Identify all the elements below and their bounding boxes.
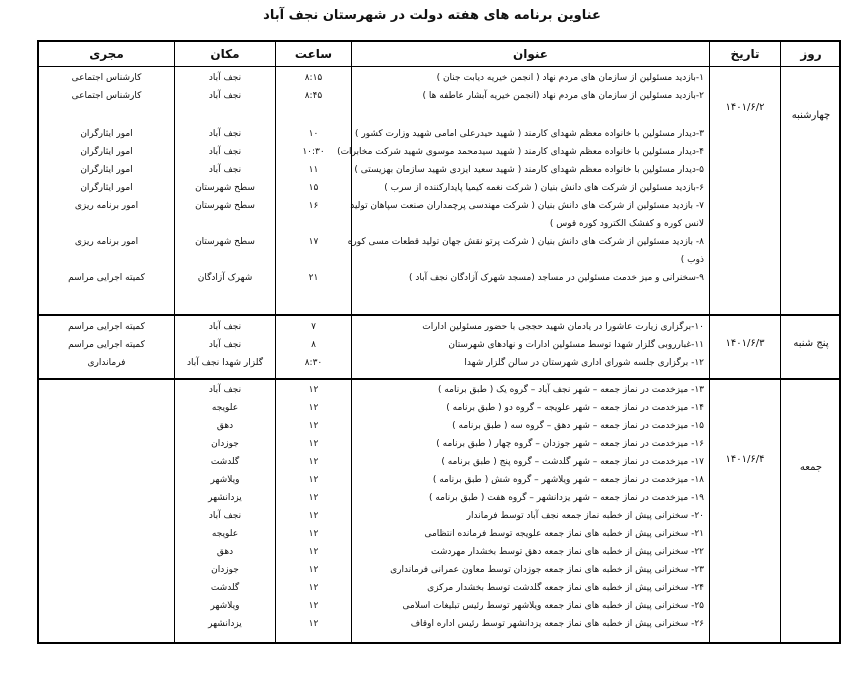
row-time: ۸:۳۰	[304, 358, 323, 368]
row-place: نجف آباد	[208, 511, 242, 521]
row-time: ۱۰	[308, 129, 319, 139]
group-divider	[39, 314, 839, 316]
date-label: ۱۴۰۱/۶/۲	[725, 102, 765, 113]
row-executor: امور ایثارگران	[80, 129, 133, 139]
row-subject: ۲۱- سخنرانی پیش از خطبه های نماز جمعه علویجه توسط فرمانده انتظامی	[424, 529, 704, 539]
row-time: ۱۲	[308, 601, 319, 611]
row-subject: ۱۵- میزخدمت در نماز جمعه – شهر دهق – گروه سه ( طبق برنامه )	[452, 421, 704, 431]
row-place: سطح شهرستان	[195, 237, 255, 247]
row-place: علویجه	[211, 403, 239, 413]
row-subject: لانس کوره و کفشک الکترود کوره قوس )	[549, 219, 704, 229]
row-place: ویلاشهر	[210, 475, 240, 485]
header-time: ساعت	[294, 47, 333, 61]
row-place: نجف آباد	[208, 91, 242, 101]
row-place: سطح شهرستان	[195, 201, 255, 211]
row-subject: ۲۴- سخنرانی پیش از خطبه های نماز جمعه گلدشت توسط بخشدار مرکزی	[427, 583, 704, 593]
row-subject: ۴-دیدار مسئولین با خانواده معظم شهدای کارمند ( شهید سیدمحمد موسوی شهید شرکت مخابرات)	[337, 147, 704, 157]
row-place: سطح شهرستان	[195, 183, 255, 193]
row-time: ۱۰:۳۰	[302, 147, 325, 157]
row-place: یزدانشهر	[208, 619, 242, 629]
row-time: ۱۲	[308, 439, 319, 449]
row-time: ۱۲	[308, 547, 319, 557]
row-place: دهق	[216, 547, 234, 557]
row-subject: ۱۷- میزخدمت در نماز جمعه – شهر گلدشت – گروه پنج ( طبق برنامه )	[441, 457, 704, 467]
row-executor: امور برنامه ریزی	[74, 201, 139, 211]
row-subject: ۷- بازدید مسئولین از شرکت های دانش بنیان ( شرکت مهندسی پرچمداران صنعت سپاهان تولید	[350, 201, 704, 211]
row-executor: کمیته اجرایی مراسم	[68, 273, 145, 283]
row-subject: ۱۱-غبارروبی گلزار شهدا توسط مسئولین ادارات و نهادهای شهرستان	[448, 340, 704, 350]
row-executor: امور برنامه ریزی	[74, 237, 139, 247]
row-time: ۱۲	[308, 403, 319, 413]
group-divider	[39, 378, 839, 380]
header-day: روز	[800, 47, 822, 61]
row-time: ۱۵	[308, 183, 319, 193]
row-place: جوزدان	[211, 565, 239, 575]
row-subject: ۲۶- سخنرانی پیش از خطبه های نماز جمعه یزدانشهر توسط رئیس اداره اوقاف	[410, 619, 704, 629]
row-place: نجف آباد	[208, 385, 242, 395]
row-time: ۱۲	[308, 583, 319, 593]
row-subject: ۲۳- سخنرانی پیش از خطبه های نماز جمعه جوزدان توسط معاون عمرانی فرمانداری	[390, 565, 704, 575]
date-label: ۱۴۰۱/۶/۳	[725, 338, 765, 349]
row-subject: ۱۸- میزخدمت در نماز جمعه – شهر ویلاشهر – گروه شش ( طبق برنامه )	[432, 475, 704, 485]
day-label: چهارشنبه	[791, 110, 831, 121]
header-executor: مجری	[89, 47, 124, 61]
row-subject: ۲۰- سخنرانی پیش از خطبه نماز جمعه نجف آباد توسط فرماندار	[466, 511, 704, 521]
row-place: گلزار شهدا نجف آباد	[187, 358, 263, 368]
row-time: ۱۷	[308, 237, 319, 247]
row-place: نجف آباد	[208, 73, 242, 83]
row-time: ۱۶	[308, 201, 319, 211]
row-subject: ۹-سخنرانی و میز خدمت مسئولین در مساجد (مسجد شهرک آزادگان نجف آباد )	[408, 273, 704, 283]
row-place: دهق	[216, 421, 234, 431]
row-time: ۱۱	[308, 165, 319, 175]
row-time: ۱۲	[308, 493, 319, 503]
row-subject: ۱۰-برگزاری زیارت عاشورا در یادمان شهید حججی با حضور مسئولین ادارات	[422, 322, 704, 332]
row-subject: ۱۳- میزخدمت در نماز جمعه – شهر نجف آباد – گروه یک ( طبق برنامه )	[437, 385, 704, 395]
row-place: شهرک آزادگان	[197, 273, 253, 283]
row-time: ۱۲	[308, 529, 319, 539]
row-time: ۱۲	[308, 565, 319, 575]
row-time: ۸	[311, 340, 316, 350]
row-place: ویلاشهر	[210, 601, 240, 611]
row-subject: ۳-دیدار مسئولین با خانواده معظم شهدای کارمند ( شهید حیدرعلی امامی شهید وزارت کشور )	[355, 129, 704, 139]
row-time: ۸:۴۵	[304, 91, 323, 101]
row-place: نجف آباد	[208, 129, 242, 139]
header-date: تاریخ	[730, 47, 760, 61]
page-title: عناوین برنامه های هفته دولت در شهرستان نجف آباد	[263, 8, 601, 23]
row-executor: امور ایثارگران	[80, 147, 133, 157]
header-subject: عنوان	[513, 47, 548, 61]
row-subject: ۱۲- برگزاری جلسه شورای اداری شهرستان در سالن گلزار شهدا	[464, 358, 704, 368]
row-executor: امور ایثارگران	[80, 183, 133, 193]
row-subject: ۲-بازدید مسئولین از سازمان های مردم نهاد (انجمن خیریه آبشار عاطفه ها )	[422, 91, 704, 101]
row-executor: کارشناس اجتماعی	[71, 73, 142, 83]
row-time: ۱۲	[308, 511, 319, 521]
row-subject: ۱-بازدید مسئولین از سازمان های مردم نهاد ( انجمن خیریه دیابت جنان )	[436, 73, 704, 83]
row-subject: ۶-بازدید مسئولین از شرکت های دانش بنیان ( شرکت نغمه کیمیا پایدارکننده از سرب )	[384, 183, 704, 193]
row-time: ۱۲	[308, 619, 319, 629]
schedule-table	[37, 40, 841, 644]
row-place: نجف آباد	[208, 147, 242, 157]
row-subject: ۵-دیدار مسئولین با خانواده معظم شهدای کارمند ( شهید سعید ایزدی شهید سازمان بهزیستی )	[354, 165, 704, 175]
row-executor: امور ایثارگران	[80, 165, 133, 175]
day-label: پنج شنبه	[793, 338, 829, 349]
date-label: ۱۴۰۱/۶/۴	[725, 454, 765, 465]
header-divider	[39, 66, 839, 67]
row-place: گلدشت	[210, 583, 240, 593]
row-time: ۱۲	[308, 385, 319, 395]
row-time: ۸:۱۵	[304, 73, 323, 83]
row-subject: ذوب )	[680, 255, 704, 265]
row-executor: کارشناس اجتماعی	[71, 91, 142, 101]
row-subject: ۱۹- میزخدمت در نماز جمعه – شهر یزدانشهر – گروه هفت ( طبق برنامه )	[428, 493, 704, 503]
row-subject: ۱۴- میزخدمت در نماز جمعه – شهر علویجه – گروه دو ( طبق برنامه )	[446, 403, 704, 413]
header-place: مکان	[210, 47, 240, 61]
row-subject: ۱۶- میزخدمت در نماز جمعه – شهر جوزدان – گروه چهار ( طبق برنامه )	[436, 439, 704, 449]
row-place: گلدشت	[210, 457, 240, 467]
row-executor: کمیته اجرایی مراسم	[68, 322, 145, 332]
row-subject: ۲۲- سخنرانی پیش از خطبه های نماز جمعه دهق توسط بخشدار مهردشت	[431, 547, 704, 557]
row-place: نجف آباد	[208, 165, 242, 175]
day-label: جمعه	[799, 462, 823, 473]
row-place: علویجه	[211, 529, 239, 539]
row-time: ۷	[311, 322, 316, 332]
row-time: ۱۲	[308, 475, 319, 485]
row-executor: کمیته اجرایی مراسم	[68, 340, 145, 350]
row-executor: فرمانداری	[87, 358, 126, 368]
row-place: نجف آباد	[208, 322, 242, 332]
row-place: جوزدان	[211, 439, 239, 449]
row-subject: ۸- بازدید مسئولین از شرکت های دانش بنیان ( شرکت پرتو نقش جهان تولید قطعات مسی کوره	[347, 237, 704, 247]
row-time: ۱۲	[308, 421, 319, 431]
row-place: یزدانشهر	[208, 493, 242, 503]
row-place: نجف آباد	[208, 340, 242, 350]
row-time: ۲۱	[308, 273, 319, 283]
row-time: ۱۲	[308, 457, 319, 467]
row-subject: ۲۵- سخنرانی پیش از خطبه های نماز جمعه ویلاشهر توسط رئیس تبلیغات اسلامی	[402, 601, 704, 611]
